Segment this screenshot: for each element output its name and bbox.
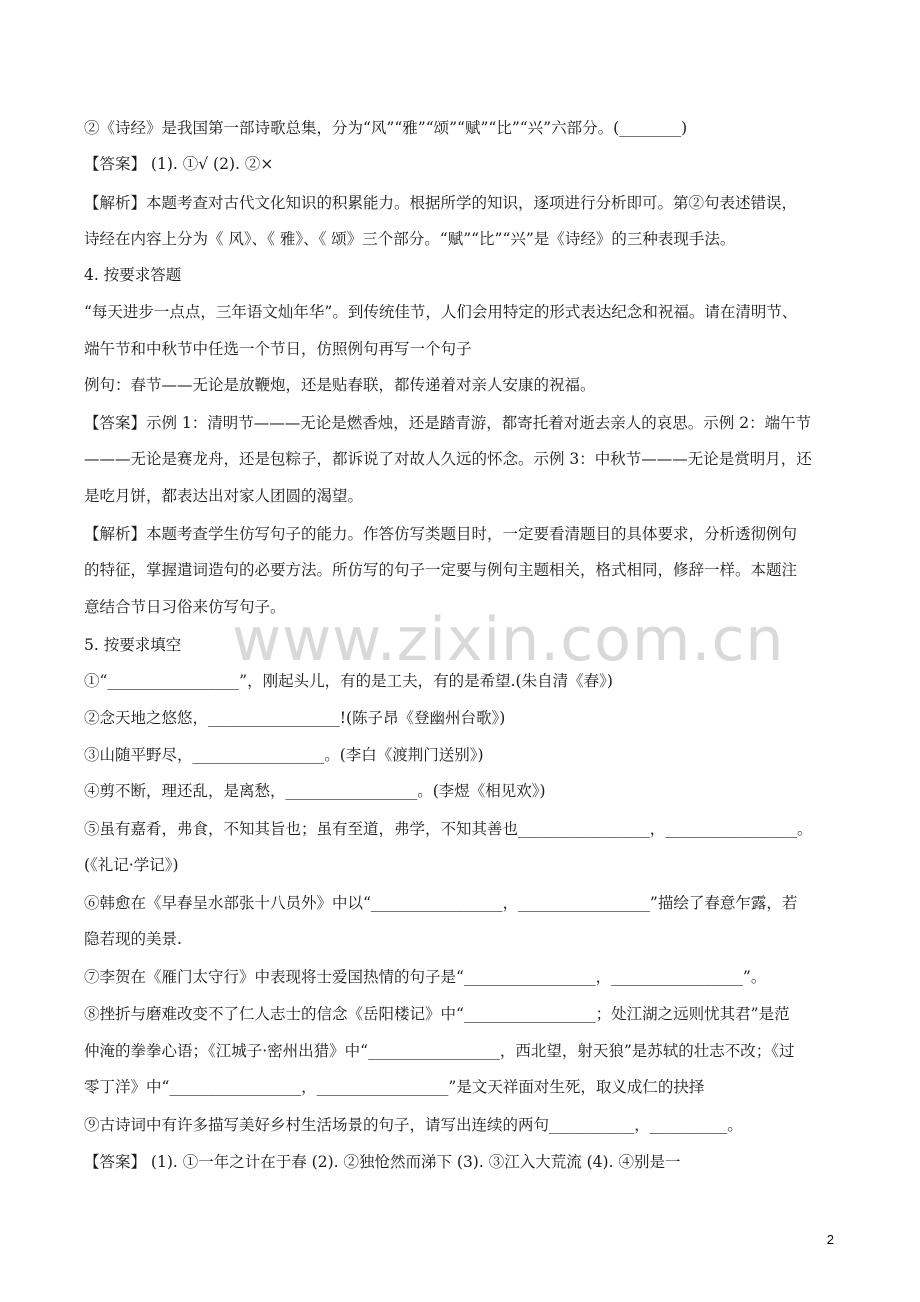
analysis-line: 【解析】本题考查学生仿写句子的能力。作答仿写类题目时，一定要看清题目的具体要求，分析透彻例句 [84, 525, 798, 543]
fill-blank-line: ③山随平野尽，_________________。(李白《渡荆门送别》) [84, 746, 484, 764]
fill-blank-line: ⑥韩愈在《早春呈水部张十八员外》中以“_________________，_________________”描绘了春意乍露，若 [84, 894, 798, 912]
answer-line: 【答案】 (1). ①√ (2). ②× [84, 155, 274, 173]
text-line: 诗经在内容上分为《 风》、《 雅》、《 颂》三个部分。“赋”“比”“兴”是《诗经》的三种表现手法。 [84, 230, 736, 248]
question-heading: 5. 按要求填空 [84, 636, 182, 654]
question-heading: 4. 按要求答题 [84, 266, 182, 284]
fill-blank-line: ②念天地之悠悠，_________________!(陈子昂《登幽州台歌》) [84, 709, 506, 727]
fill-blank-line: 零丁洋》中“_________________，_________________”是文天祥面对生死，取义成仁的抉择 [84, 1078, 705, 1096]
page-number: 2 [826, 1232, 834, 1247]
fill-blank-line: ④剪不断，理还乱，是离愁，_________________。(李煜《相见欢》) [84, 782, 546, 800]
text-line: (《礼记·学记》) [84, 856, 179, 874]
text-line: 隐若现的美景. [84, 930, 182, 948]
fill-blank-line: 仲淹的拳拳心语；《江城子·密州出猎》中“_________________，西北望，射天狼”是苏轼的壮志不改；《过 [84, 1042, 795, 1060]
text-line: 的特征，掌握遣词造句的必要方法。所仿写的句子一定要与例句主题相关，格式相同，修辞一样。本题注 [84, 561, 798, 579]
text-line: 是吃月饼，都表达出对家人团圆的渴望。 [84, 487, 364, 505]
text-line: 意结合节日习俗来仿写句子。 [84, 598, 286, 616]
fill-blank-line: ⑧挫折与磨难改变不了仁人志士的信念《岳阳楼记》中“_________________；处江湖之远则忧其君”是范 [84, 1005, 790, 1023]
fill-blank-line: ⑦李贺在《雁门太守行》中表现将士爱国热情的句子是“_________________，_________________”。 [84, 968, 767, 986]
fill-blank-line: ⑤虽有嘉肴，弗食，不知其旨也；虽有至道，弗学，不知其善也_________________，_________________。 [84, 820, 813, 838]
analysis-line: 【解析】本题考查对古代文化知识的积累能力。根据所学的知识，逐项进行分析即可。第②句表述错误， [84, 194, 798, 212]
text-line: ②《诗经》是我国第一部诗歌总集，分为“风”“雅”“颂”“赋”“比”“兴”六部分。(________) [84, 119, 688, 137]
watermark: www.zixin.com.cn [232, 605, 785, 675]
fill-blank-line: ①“_________________”，刚起头儿，有的是工夫，有的是希望.(朱自清《春》) [84, 672, 613, 690]
text-line: 例句：春节——无论是放鞭炮，还是贴春联，都传递着对亲人安康的祝福。 [84, 376, 596, 394]
text-line: ———无论是赛龙舟，还是包粽子，都诉说了对故人久远的怀念。示例 3：中秋节———无论是赏明月，还 [84, 450, 812, 468]
answer-line: 【答案】 (1). ①一年之计在于春 (2). ②独怆然而涕下 (3). ③江入大荒流 (4). ④别是一 [84, 1153, 681, 1171]
fill-blank-line: ⑨古诗词中有许多描写美好乡村生活场景的句子，请写出连续的两句___________，__________。 [84, 1116, 743, 1134]
text-line: 端午节和中秋节中任选一个节日，仿照例句再写一个句子 [84, 340, 472, 358]
answer-line: 【答案】示例 1：清明节———无论是燃香烛，还是踏青游，都寄托着对逝去亲人的哀思。示例 2：端午节 [84, 414, 812, 432]
text-line: “每天进步一点点，三年语文灿年华”。到传统佳节，人们会用特定的形式表达纪念和祝福。请在清明节、 [84, 303, 798, 321]
